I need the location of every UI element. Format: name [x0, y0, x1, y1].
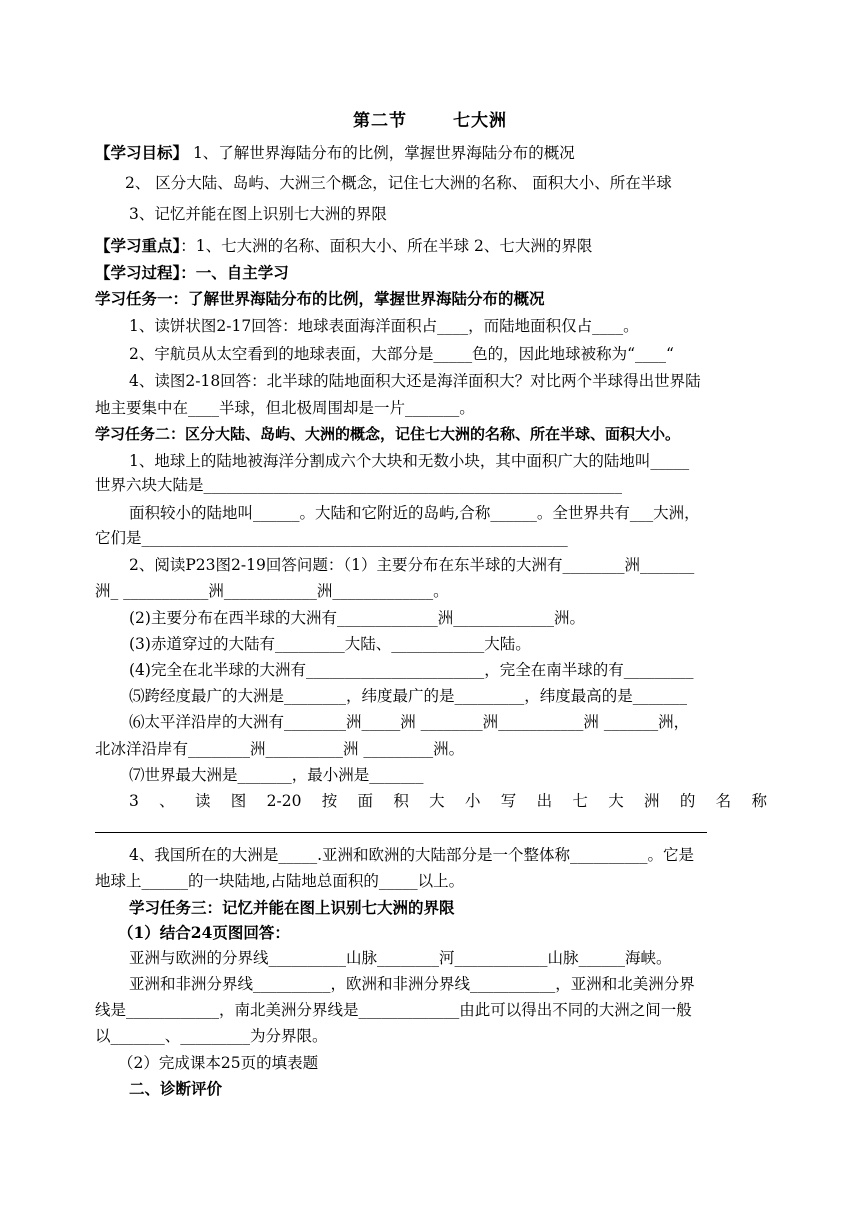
task-2-q2-line-2: 洲_ ___________洲____________洲_____________。	[95, 582, 449, 600]
task-2-heading: 学习任务二：区分大陆、岛屿、大洲的概念，记住七大洲的名称、所在半球、面积大小。	[95, 425, 681, 443]
q3-word: 大	[429, 792, 445, 810]
task-2-q2-item-2: (2)主要分布在西半球的大洲有_____________洲_____________洲。	[129, 609, 585, 627]
task-2-q4-line-1: 4、我国所在的大洲是_____.亚洲和欧洲的大陆部分是一个整体称__________。它是	[129, 846, 695, 864]
task-2-q3	[129, 790, 767, 812]
learning-goal-line-2: 2、 区分大陆、岛屿、大洲三个概念，记住七大洲的名称、 面积大小、所在半球	[125, 174, 672, 192]
task-3-item-1: （1）结合24页图回答：	[118, 923, 290, 942]
title-topic: 七大洲	[453, 111, 507, 131]
task-2-q1-line-4: 它们是_______________________________________________________	[95, 529, 568, 547]
task-2-q1-line-3: 面积较小的陆地叫______。大陆和它附近的岛屿,合称______。全世界共有___大洲，	[129, 504, 700, 522]
q3-word: 大	[608, 792, 624, 810]
learning-goal-line-3: 3、记忆并能在图上识别七大洲的界限	[129, 205, 387, 223]
q3-word: 3	[129, 792, 139, 810]
task-3-item-2: （2）完成课本25页的填表题	[118, 1054, 319, 1072]
task-2-q1-line-1: 1、地球上的陆地被海洋分割成六个大块和无数小块，其中面积广大的陆地叫_____	[129, 452, 690, 470]
title-section: 第二节	[353, 111, 407, 131]
answer-blank-line	[95, 832, 707, 833]
task-2-q2-item-4: (4)完全在北半球的大洲有_______________________，完全在南半球的有_________	[129, 661, 694, 679]
q3-word: 出	[536, 792, 553, 810]
task-2-q2-item-5: ⑸跨经度最广的大洲是________，纬度最广的是_________，纬度最高的是_______	[129, 687, 688, 705]
task-1-q4-line-1: 4、读图2-18回答：北半球的陆地面积大还是海洋面积大？对比两个半球得出世界陆	[129, 372, 701, 390]
q3-word: 洲	[644, 792, 660, 810]
task-3-item-1-line-4: 以_______、_________为分界限。	[95, 1027, 328, 1045]
learning-goal-heading: 【学习目标】	[95, 143, 189, 162]
q3-word: 积	[393, 792, 409, 810]
q3-word: 小	[464, 792, 481, 810]
q3-word: 按	[321, 792, 338, 810]
task-3-item-1-line-1: 亚洲与欧洲的分界线__________山脉________河____________山脉______海峡。	[129, 949, 672, 967]
task-2-q2-item-3: (3)赤道穿过的大陆有_________大陆、____________大陆。	[129, 635, 531, 653]
task-1-heading: 学习任务一：了解世界海陆分布的比例，掌握世界海陆分布的概况	[95, 289, 545, 308]
q3-word: 的	[679, 792, 696, 810]
task-2-q4-line-2: 地球上______的一块陆地,占陆地总面积的_____以上。	[95, 872, 465, 890]
key-points-line: 【学习重点】：1、七大洲的名称、面积大小、所在半球 2、七大洲的界限	[95, 236, 593, 255]
q3-word: 名	[715, 792, 732, 810]
q3-word: 称	[751, 792, 767, 810]
process-heading: 【学习过程】：一、自主学习	[95, 263, 289, 282]
task-2-q2-item-6: ⑹太平洋沿岸的大洲有________洲_____洲 ________洲___________洲 _______洲，	[129, 713, 690, 731]
task-1-q4-line-2: 地主要集中在____半球，但北极周围却是一片_______。	[95, 399, 475, 417]
task-3-item-1-line-3: 线是____________，南北美洲分界线是_____________由此可以得出不同的大洲之间一般	[95, 1001, 692, 1019]
q3-word: 面	[357, 792, 374, 810]
q3-word: 写	[500, 792, 517, 810]
learning-goal-line-1: 【学习目标】 1、了解世界海陆分布的比例，掌握世界海陆分布的概况	[95, 143, 575, 162]
task-2-q2-item-6-cont: 北冰洋沿岸有________洲__________洲 _________洲。	[95, 740, 465, 758]
q3-word: 读	[194, 792, 211, 810]
task-2-q2-item-7: ⑺世界最大洲是_______，最小洲是_______	[129, 766, 424, 784]
q3-word: 图	[230, 792, 247, 810]
task-1-q2: 2、宇航员从太空看到的地球表面，大部分是_____色的，因此地球被称为“____“	[129, 345, 674, 363]
page-title	[0, 106, 860, 131]
task-2-q1-line-2: 世界六块大陆是______________________________________________________	[95, 476, 623, 494]
q3-word: 七	[572, 792, 588, 810]
q3-word: 、	[159, 792, 175, 810]
task-3-item-1-line-2: 亚洲和非洲分界线__________，欧洲和非洲分界线___________，亚洲和北美洲分界	[129, 975, 695, 993]
q3-word: 2-20	[266, 792, 302, 810]
task-3-heading: 学习任务三：记忆并能在图上识别七大洲的界限	[129, 898, 455, 917]
task-2-q2-line-1: 2、阅读P23图2-19回答问题：（1）主要分布在东半球的大洲有________洲_______	[129, 556, 695, 574]
section-2-heading: 二、诊断评价	[129, 1079, 223, 1098]
key-points-heading: 【学习重点】	[95, 236, 181, 255]
task-1-q1: 1、读饼状图2-17回答：地球表面海洋面积占____，而陆地面积仅占____。	[129, 317, 639, 335]
